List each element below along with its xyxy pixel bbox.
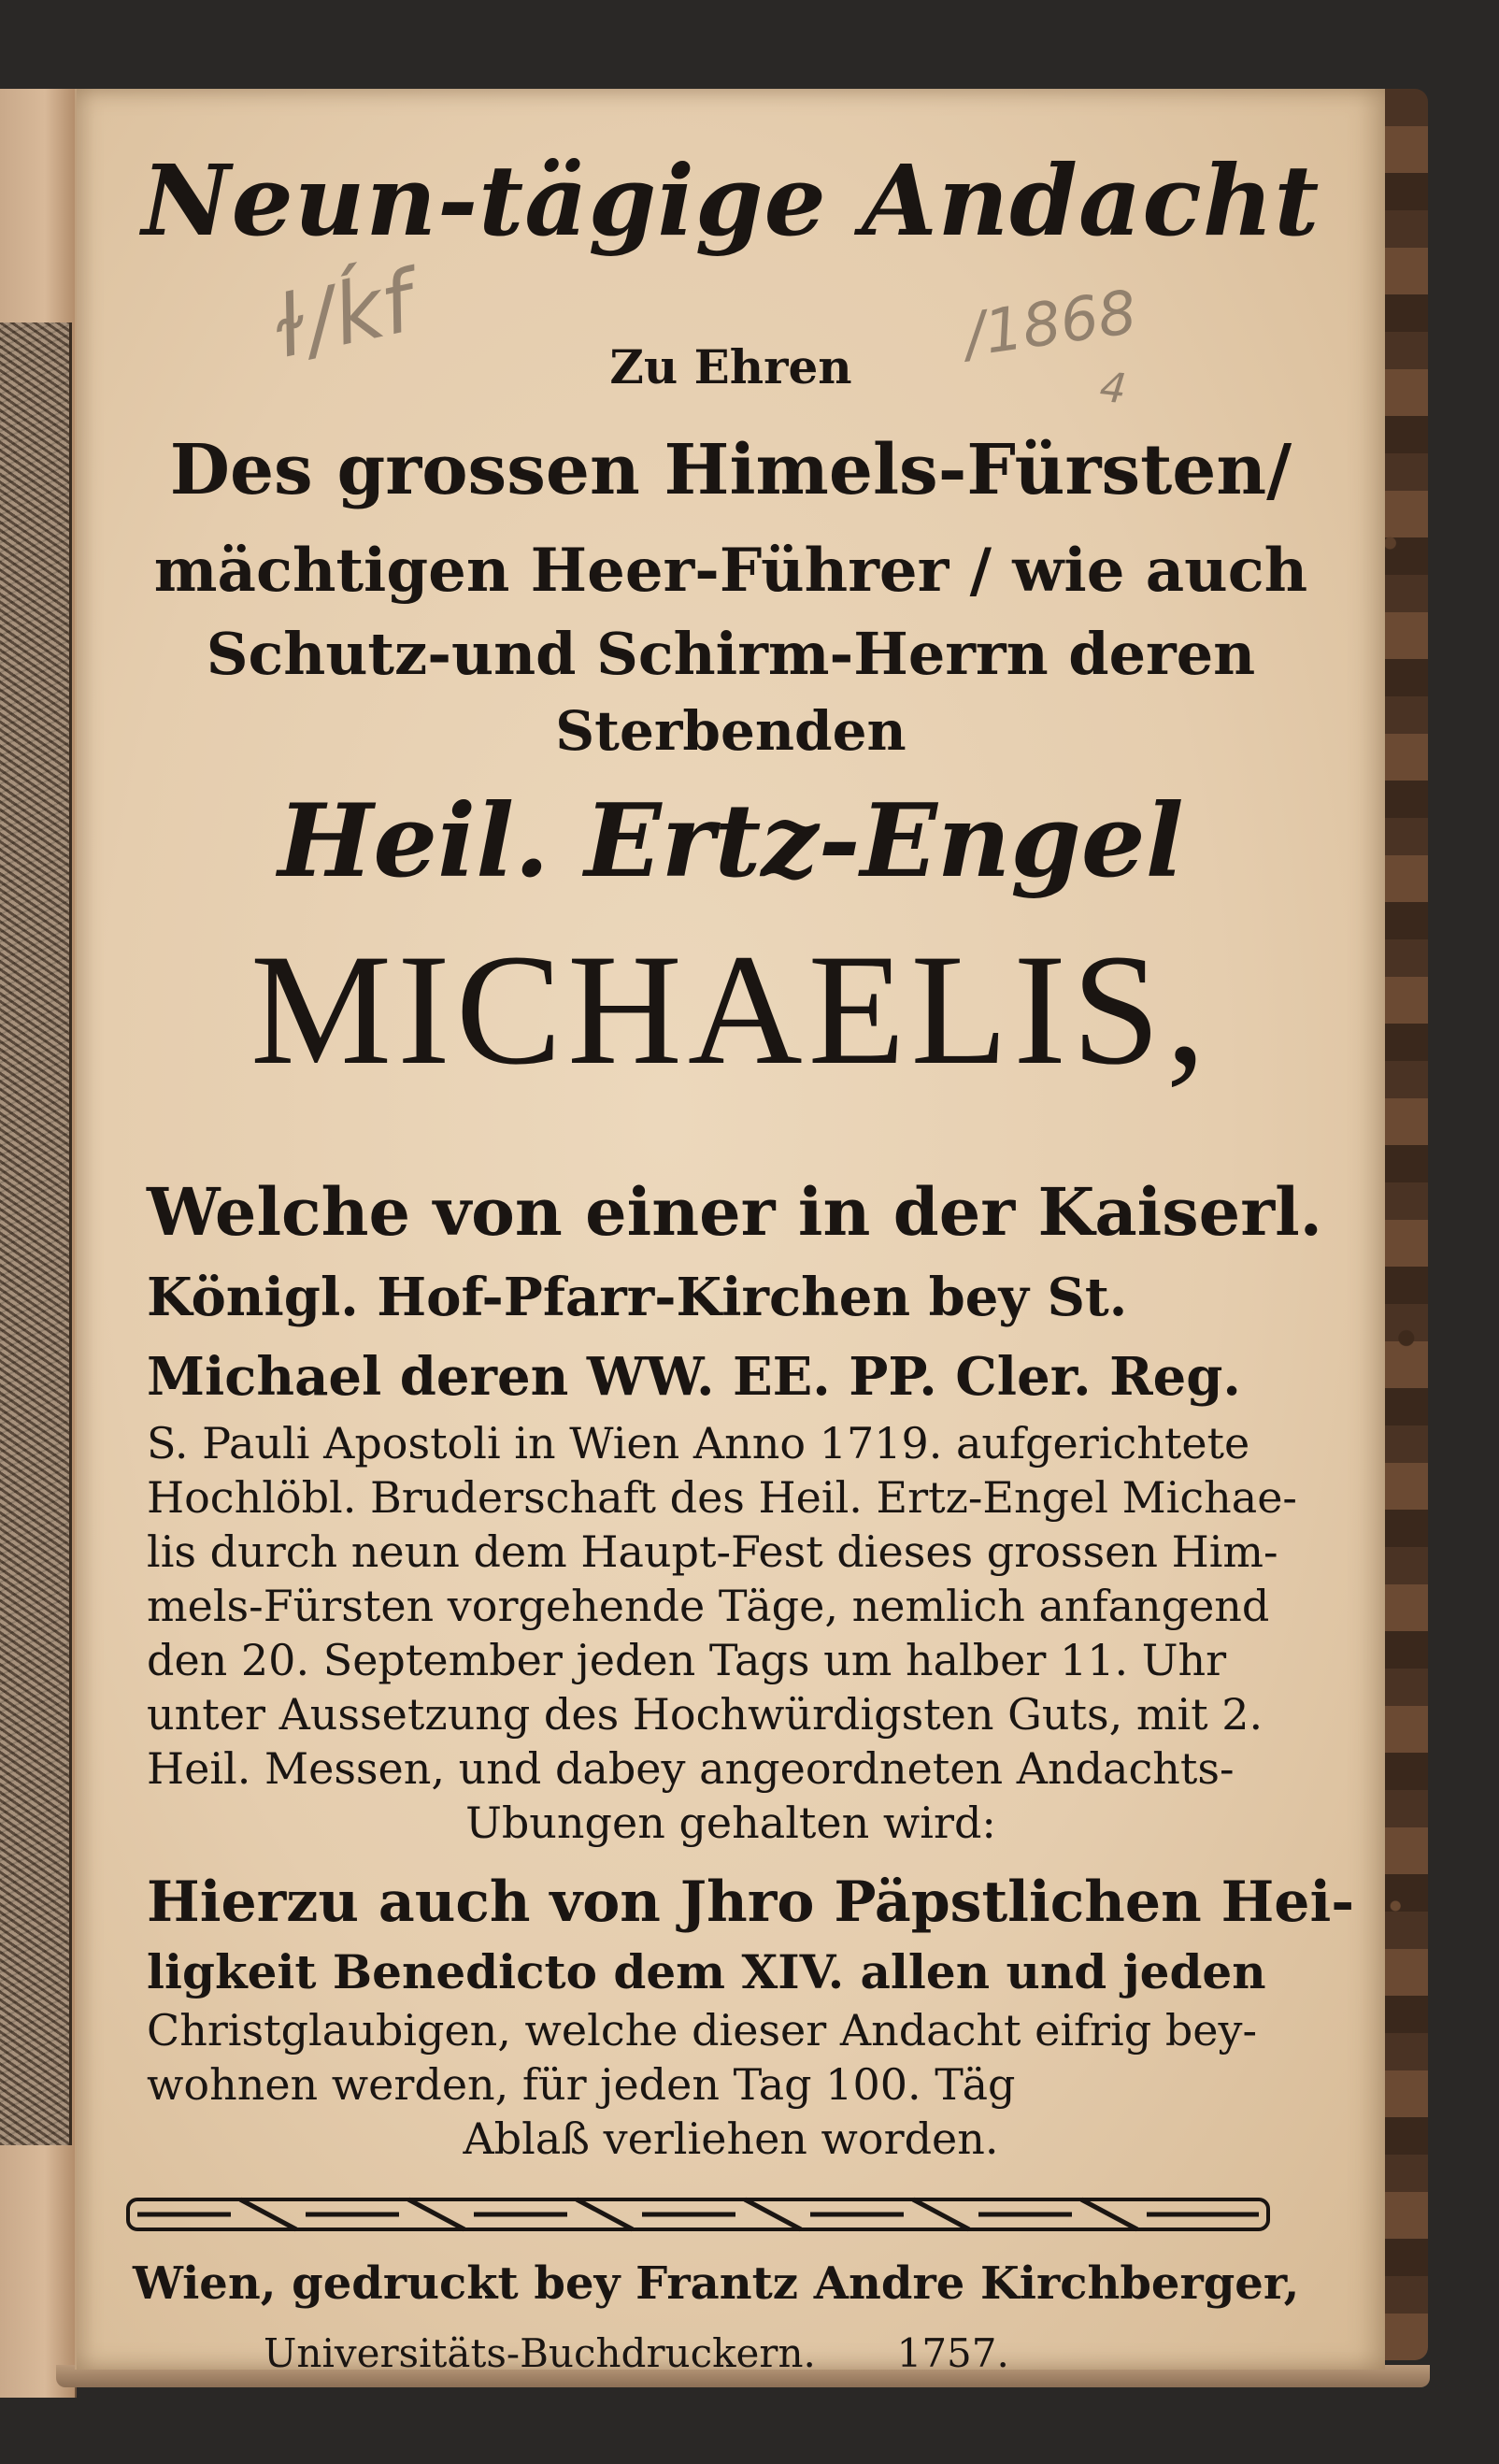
title-line-himels-fuersten: Des grossen Himels-Fürsten/ bbox=[169, 430, 1292, 510]
title-line-sterbenden: Sterbenden bbox=[555, 699, 907, 763]
title-line-michaelis: MICHAELIS, bbox=[250, 922, 1212, 1097]
body-line: Hochlöbl. Bruderschaft des Heil. Ertz-Engel Michae- bbox=[147, 1472, 1297, 1523]
title-line-neuntaegige-andacht: Neun-tägige Andacht bbox=[141, 143, 1321, 258]
body-line: mels-Fürsten vorgehende Täge, nemlich anfangend bbox=[147, 1581, 1270, 1631]
body-line: lis durch neun dem Haupt-Fest dieses grossen Him- bbox=[147, 1526, 1278, 1577]
ornament-divider bbox=[114, 2183, 1282, 2246]
handwritten-annotation: ɫ/ḱf bbox=[264, 252, 422, 379]
imprint-university-printers: Universitäts-Buchdruckern. bbox=[264, 2330, 816, 2376]
indulgence-line: Christglaubigen, welche dieser Andacht eifrig bey- bbox=[147, 2005, 1258, 2056]
body-line: unter Aussetzung des Hochwürdigsten Guts, mit 2. bbox=[147, 1689, 1263, 1740]
frontispiece-engraving bbox=[0, 322, 72, 2145]
title-line-ertz-engel: Heil. Ertz-Engel bbox=[278, 782, 1184, 900]
handwritten-shelfmark: /1868 bbox=[960, 278, 1141, 371]
title-text-block bbox=[77, 89, 1385, 2376]
facing-page bbox=[0, 89, 77, 2398]
imprint-line-printer: Wien, gedruckt bey Frantz Andre Kirchberger, bbox=[133, 2257, 1300, 2310]
body-line: den 20. September jeden Tags um halber 11. Uhr bbox=[147, 1635, 1227, 1685]
imprint-line-university-printers bbox=[264, 2330, 1151, 2376]
title-line-zu-ehren: Zu Ehren bbox=[609, 339, 852, 394]
indulgence-line: ligkeit Benedicto dem XIV. allen und jeden bbox=[147, 1944, 1266, 1999]
indulgence-line: wohnen werden, für jeden Tag 100. Täg bbox=[147, 2059, 1016, 2110]
body-line: S. Pauli Apostoli in Wien Anno 1719. aufgerichtete bbox=[147, 1418, 1250, 1468]
body-line: Ubungen gehalten wird: bbox=[465, 1798, 996, 1848]
title-page bbox=[75, 89, 1385, 2376]
title-line-heer-fuehrer: mächtigen Heer-Führer / wie auch bbox=[153, 536, 1308, 606]
body-line: Welche von einer in der Kaiserl. bbox=[147, 1173, 1323, 1251]
body-line: Königl. Hof-Pfarr-Kirchen bey St. bbox=[147, 1267, 1128, 1328]
body-line: Michael deren WW. EE. PP. Cler. Reg. bbox=[147, 1346, 1241, 1408]
imprint-year: 1757. bbox=[896, 2330, 1009, 2376]
handwritten-number: 4 bbox=[1097, 363, 1129, 414]
indulgence-line: Hierzu auch von Jhro Päpstlichen Hei- bbox=[147, 1869, 1355, 1935]
body-line: Heil. Messen, und dabey angeordneten Andachts- bbox=[147, 1743, 1235, 1794]
title-line-schutz-schirm: Schutz-und Schirm-Herrn deren bbox=[206, 620, 1256, 688]
indulgence-line: Ablaß verliehen worden. bbox=[463, 2113, 999, 2164]
